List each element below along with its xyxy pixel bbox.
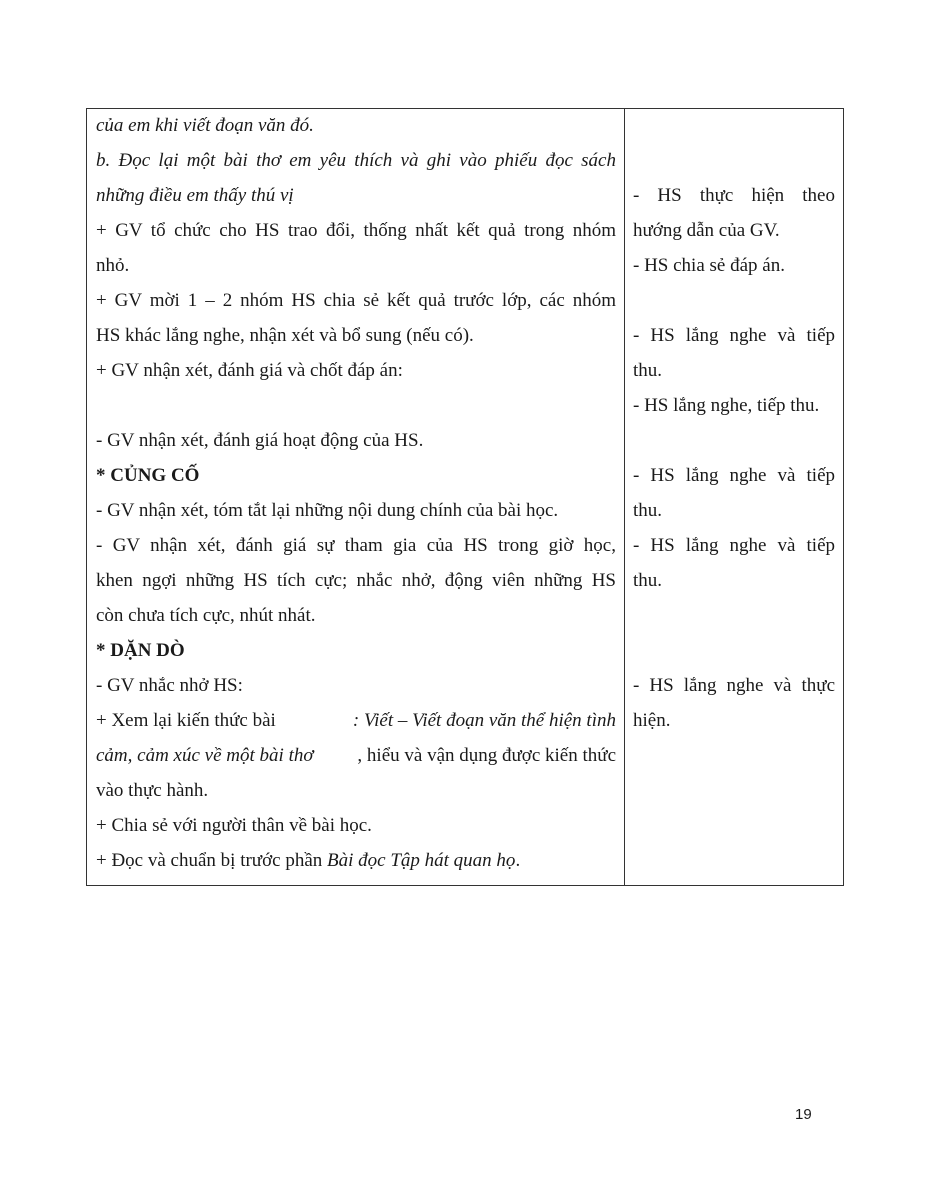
left-line-20: + Chia sẻ với người thân về bài học. bbox=[96, 815, 372, 836]
right-line-8: thu. bbox=[633, 500, 663, 521]
left-line-4: + GV tổ chức cho HS trao đổi, thống nhất kết quả trong nhóm bbox=[96, 220, 616, 241]
page-number: 19 bbox=[795, 1106, 812, 1123]
left-line-6: + GV mời 1 – 2 nhóm HS chia sẻ kết quả trước lớp, các nhóm bbox=[96, 290, 616, 311]
right-line-10: thu. bbox=[633, 570, 663, 591]
left-line-21-c: . bbox=[515, 850, 521, 871]
left-line-13: khen ngợi những HS tích cực; nhắc nhở, động viên những HS bbox=[96, 570, 616, 591]
left-line-18 bbox=[96, 744, 616, 768]
right-line-2: hướng dẫn của GV. bbox=[633, 220, 780, 241]
left-line-3: những điều em thấy thú vị bbox=[96, 185, 294, 206]
left-line-18-b: , hiểu và vận dụng được kiến thức bbox=[357, 745, 616, 766]
left-line-21 bbox=[96, 849, 520, 873]
left-line-11: - GV nhận xét, tóm tắt lại những nội dung chính của bài học. bbox=[96, 500, 559, 521]
left-line-19: vào thực hành. bbox=[96, 780, 209, 801]
left-line-17-b: : Viết – Viết đoạn văn thể hiện tình bbox=[352, 710, 616, 731]
right-line-9: - HS lắng nghe và tiếp bbox=[633, 535, 835, 556]
left-line-21-b: Bài đọc Tập hát quan họ bbox=[327, 850, 516, 871]
left-line-2: b. Đọc lại một bài thơ em yêu thích và ghi vào phiếu đọc sách bbox=[96, 150, 616, 171]
section-heading-cung-co: * CỦNG CỐ bbox=[96, 465, 200, 486]
left-line-12: - GV nhận xét, đánh giá sự tham gia của HS trong giờ học, bbox=[96, 535, 616, 556]
section-heading-dan-do: * DẶN DÒ bbox=[96, 640, 185, 661]
right-line-6: - HS lắng nghe, tiếp thu. bbox=[633, 395, 820, 416]
left-line-14: còn chưa tích cực, nhút nhát. bbox=[96, 605, 316, 626]
left-line-7: HS khác lắng nghe, nhận xét và bổ sung (nếu có). bbox=[96, 325, 474, 346]
left-line-17 bbox=[96, 709, 616, 733]
left-line-18-a: cảm, cảm xúc về một bài thơ bbox=[96, 745, 314, 766]
left-line-9: - GV nhận xét, đánh giá hoạt động của HS. bbox=[96, 430, 424, 451]
left-line-17-a: + Xem lại kiến thức bài bbox=[96, 710, 281, 731]
left-line-21-a: + Đọc và chuẩn bị trước phần bbox=[96, 850, 328, 871]
left-line-8: + GV nhận xét, đánh giá và chốt đáp án: bbox=[96, 360, 403, 381]
right-line-12: hiện. bbox=[633, 710, 671, 731]
lesson-table bbox=[86, 108, 844, 886]
right-line-3: - HS chia sẻ đáp án. bbox=[633, 255, 785, 276]
right-line-1: - HS thực hiện theo bbox=[633, 185, 835, 206]
left-line-1: của em khi viết đoạn văn đó. bbox=[96, 115, 314, 136]
left-line-5: nhỏ. bbox=[96, 255, 130, 276]
right-line-11: - HS lắng nghe và thực bbox=[633, 675, 835, 696]
right-line-4: - HS lắng nghe và tiếp bbox=[633, 325, 835, 346]
right-line-5: thu. bbox=[633, 360, 663, 381]
column-divider bbox=[624, 109, 625, 885]
right-line-7: - HS lắng nghe và tiếp bbox=[633, 465, 835, 486]
left-line-16: - GV nhắc nhở HS: bbox=[96, 675, 243, 696]
